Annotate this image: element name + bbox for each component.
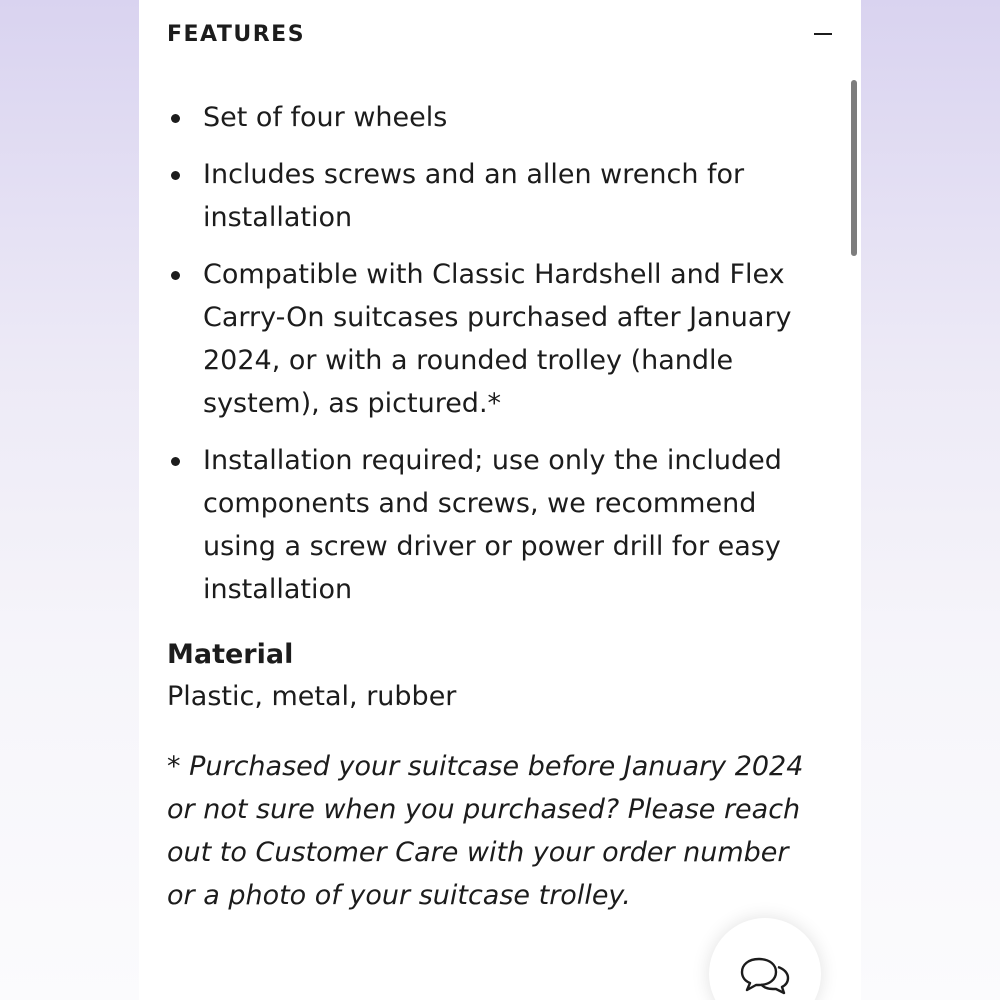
footnote: * Purchased your suitcase before January 2024 or not sure when you purchased? Please reach out to Customer Care with your order number or a photo of your suitcase trolley. (167, 751, 804, 911)
accordion-header[interactable] (167, 18, 837, 50)
material-value: Plastic, metal, rubber (167, 681, 457, 712)
feature-text: Includes screws and an allen wrench for installation (203, 159, 745, 233)
scrollbar[interactable] (851, 80, 857, 256)
collapse-button[interactable] (809, 20, 837, 48)
list-item (167, 253, 817, 425)
accordion-content (167, 96, 817, 917)
features-panel (139, 0, 861, 1000)
bullet-icon (171, 271, 180, 280)
chat-bubbles-icon (739, 956, 791, 996)
feature-text: Compatible with Classic Hardshell and Flex Carry-On suitcases purchased after January 2024, or with a rounded trolley (handle system), as pictured.* (203, 259, 792, 419)
chat-button[interactable] (709, 918, 821, 1000)
list-item (167, 96, 817, 139)
feature-text: Set of four wheels (203, 102, 448, 133)
material-heading: Material (167, 639, 294, 670)
list-item (167, 439, 817, 611)
feature-text: Installation required; use only the included components and screws, we recommend using a screw driver or power drill for easy installation (203, 445, 782, 605)
bullet-icon (171, 171, 180, 180)
features-list (167, 96, 817, 611)
bullet-icon (171, 457, 180, 466)
bullet-icon (171, 114, 180, 123)
section-title: FEATURES (167, 21, 306, 47)
minus-icon (814, 33, 832, 35)
list-item (167, 153, 817, 239)
